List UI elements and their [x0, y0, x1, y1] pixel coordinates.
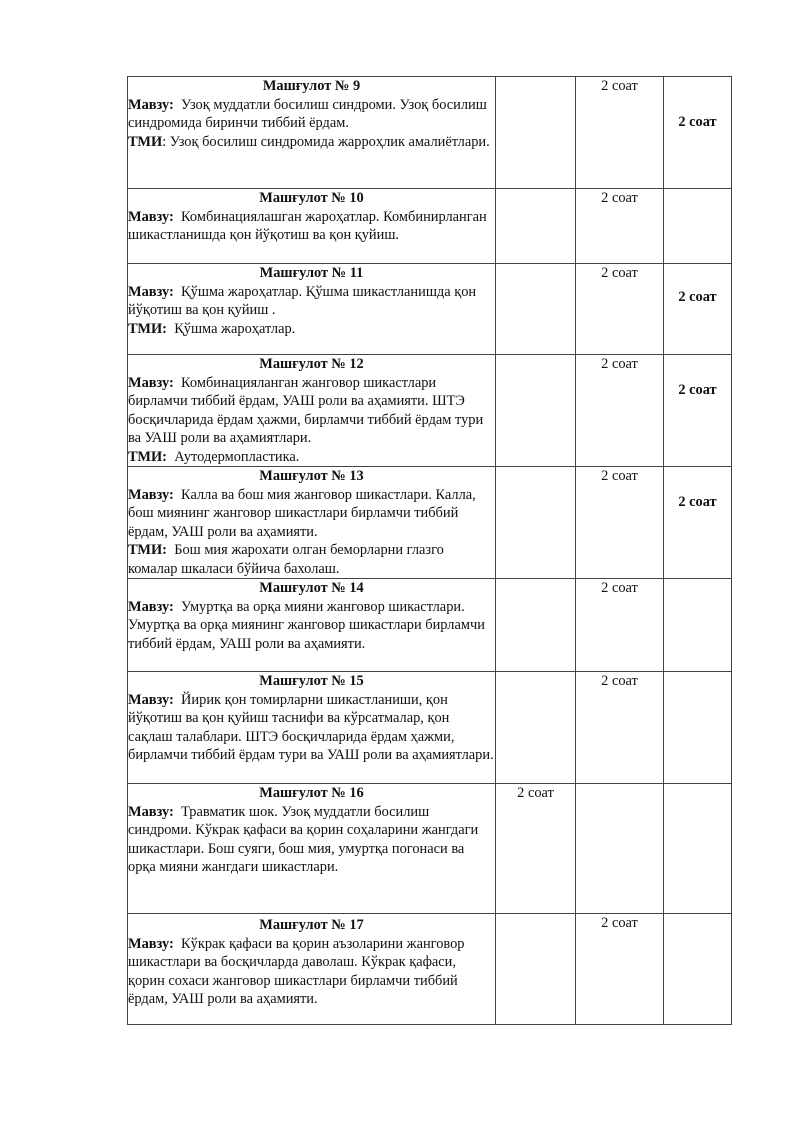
hours-cell-3: 2 соат — [576, 914, 664, 1025]
hours-cell-4: 2 соат — [664, 264, 732, 355]
tmi-text: Қўшма жароҳатлар. — [174, 320, 296, 337]
topic-label: Мавзу: — [128, 374, 174, 391]
topic-text: Қўшма жароҳатлар. Қўшма шикастланишда қон йўқотиш ва қон қуйиш . — [128, 283, 477, 318]
topic-text: Узоқ муддатли босилиш синдроми. Узоқ босилиш синдромида биринчи тиббий ёрдам. — [128, 96, 487, 131]
hours-cell-4 — [664, 579, 732, 672]
lesson-title: Машғулот № 13 — [259, 468, 364, 484]
hours-cell-4 — [664, 914, 732, 1025]
lesson-title: Машғулот № 17 — [259, 917, 364, 933]
table-row — [128, 914, 732, 1025]
hours-cell-2: 2 соат — [496, 784, 576, 914]
hours-cell-3: 2 соат — [576, 579, 664, 672]
lesson-title: Машғулот № 9 — [262, 78, 361, 94]
topic-text: Калла ва бош мия жанговор шикастлари. Калла, бош миянинг жанговор шикастлари бирламчи тиббий ёрдам, УАШ роли ва аҳамияти. — [128, 486, 476, 540]
topic-label: Мавзу: — [128, 935, 174, 952]
hours-cell-2 — [496, 189, 576, 264]
hours-cell-4: 2 соат — [664, 77, 732, 189]
hours-cell-2 — [496, 355, 576, 467]
topic-cell — [128, 355, 496, 467]
tmi-label: ТМИ: — [128, 320, 167, 337]
lesson-title: Машғулот № 14 — [259, 580, 364, 596]
table-row — [128, 77, 732, 189]
hours-cell-3: 2 соат — [576, 672, 664, 784]
topic-label: Мавзу: — [128, 96, 174, 113]
tmi-text: Аутодермопластика. — [174, 448, 300, 465]
hours-cell-4: 2 соат — [664, 467, 732, 579]
hours-cell-2 — [496, 672, 576, 784]
table-row — [128, 579, 732, 672]
table-row — [128, 784, 732, 914]
tmi-label: ТМИ: — [128, 542, 167, 558]
tmi-text: Бош мия жарохати олган беморларни глазго комалар шкаласи бўйича бахолаш. — [128, 542, 444, 577]
hours-cell-3: 2 соат — [576, 355, 664, 467]
tmi-text: : Узоқ босилиш синдромида жарроҳлик амалиётлари. — [162, 133, 490, 150]
topic-text: Комбинацияланган жанговор шикастлари бирламчи тиббий ёрдам, УАШ роли ва аҳамияти. ШТЭ босқичларида ёрдам ҳажми, бирламчи тиббий ёрдам тури ва УАШ роли ва аҳамиятлари. — [128, 374, 484, 446]
hours-cell-3: 2 соат — [576, 264, 664, 355]
lesson-title: Машғулот № 10 — [259, 190, 364, 206]
topic-cell — [128, 579, 496, 672]
topic-label: Мавзу: — [128, 486, 174, 503]
hours-cell-2 — [496, 467, 576, 579]
hours-cell-3 — [576, 784, 664, 914]
table-row — [128, 264, 732, 355]
topic-cell — [128, 914, 496, 1025]
topic-text: Умуртқа ва орқа мияни жанговор шикастлари. Умуртқа ва орқа миянинг жанговор шикастлари бирламчи тиббий ёрдам, УАШ роли ва аҳамияти. — [128, 598, 485, 652]
hours-cell-2 — [496, 579, 576, 672]
lesson-title: Машғулот № 11 — [259, 265, 364, 281]
topic-text: Кўкрак қафаси ва қорин аъзоларини жанговор шикастлари ва босқичларда даволаш. Кўкрак қафаси, қорин сохаси жанговор шикастлари бирламчи тиббий ёрдам, УАШ роли ва аҳамияти. — [128, 935, 465, 1007]
lesson-title: Машғулот № 15 — [259, 673, 364, 689]
topic-label: Мавзу: — [128, 803, 174, 820]
hours-cell-4 — [664, 784, 732, 914]
hours-cell-2 — [496, 914, 576, 1025]
lesson-plan-table — [127, 76, 732, 1025]
topic-cell — [128, 784, 496, 914]
topic-cell — [128, 264, 496, 355]
hours-cell-4: 2 соат — [664, 355, 732, 467]
hours-cell-2 — [496, 77, 576, 189]
topic-label: Мавзу: — [128, 598, 174, 615]
topic-label: Мавзу: — [128, 283, 174, 300]
topic-text: Йирик қон томирларни шикастланиши, қон йўқотиш ва қон қуйиш таснифи ва кўрсатмалар, қон сақлаш талаблари. ШТЭ босқичларида ёрдам ҳажми, бирламчи тиббий ёрдам тури ва УАШ роли ва аҳамиятлари. — [128, 691, 494, 763]
hours-cell-4 — [664, 189, 732, 264]
topic-text: Травматик шок. Узоқ муддатли босилиш синдроми. Кўкрак қафаси ва қорин соҳаларини жангдаги шикастлари. Бош суяги, бош мия, умуртқа погонаси ва орқа мияни жангдаги шикастлари. — [128, 803, 479, 875]
topic-label: Мавзу: — [128, 691, 174, 708]
table-row — [128, 672, 732, 784]
hours-cell-4 — [664, 672, 732, 784]
topic-text: Комбинациялашган жароҳатлар. Комбинирланган шикастланишда қон йўқотиш ва қон қуйиш. — [128, 208, 487, 243]
lesson-title: Машғулот № 12 — [259, 356, 364, 372]
table-row — [128, 189, 732, 264]
tmi-label: ТМИ — [128, 133, 163, 150]
hours-cell-3: 2 соат — [576, 77, 664, 189]
hours-cell-3: 2 соат — [576, 467, 664, 579]
topic-cell — [128, 77, 496, 189]
table-row — [128, 355, 732, 467]
topic-label: Мавзу: — [128, 208, 174, 225]
hours-cell-2 — [496, 264, 576, 355]
hours-cell-3: 2 соат — [576, 189, 664, 264]
tmi-label: ТМИ: — [128, 448, 167, 465]
topic-cell — [128, 467, 496, 579]
topic-cell — [128, 672, 496, 784]
table-row — [128, 467, 732, 579]
topic-cell — [128, 189, 496, 264]
lesson-title: Машғулот № 16 — [259, 785, 364, 801]
